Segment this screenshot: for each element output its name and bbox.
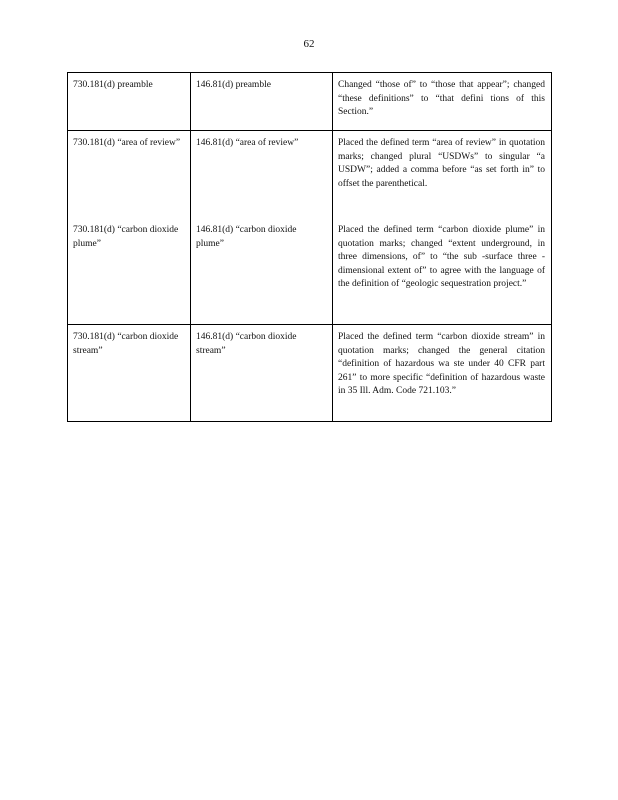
cfr-section-cell bbox=[191, 325, 333, 422]
change-cell bbox=[333, 73, 552, 131]
table-row bbox=[68, 325, 552, 422]
table-row bbox=[68, 131, 552, 325]
cfr-section-text: 146.81(d) “carbon dioxide stream” bbox=[196, 332, 297, 356]
cfr-section-text: 146.81(d) preamble bbox=[196, 80, 271, 90]
il-section-cell bbox=[68, 325, 191, 422]
cfr-section-cell bbox=[191, 131, 333, 325]
change-text: Placed the defined term “carbon dioxide plume” in quotation marks; changed “extent underground, in three dimensions, of” to “the sub -surface three -dimensional extent of” to agree with the language of the definition of “geologic sequestration project.” bbox=[338, 225, 545, 290]
amendments-table bbox=[67, 72, 552, 422]
il-section-text: 730.181(d) “area of review” bbox=[73, 138, 181, 148]
cfr-section-text: 146.81(d) “carbon dioxide plume” bbox=[196, 225, 297, 249]
change-text: Placed the defined term “carbon dioxide stream” in quotation marks; changed the general citation “definition of hazardous wa ste under 40 CFR part 261” to more specific “definition of hazardous waste in 35 Ill. Adm. Code 721.103.” bbox=[338, 332, 545, 397]
cfr-section-text: 146.81(d) “area of review” bbox=[196, 138, 299, 148]
il-section-text: 730.181(d) preamble bbox=[73, 80, 153, 90]
change-cell bbox=[333, 131, 552, 325]
cfr-section-cell bbox=[191, 73, 333, 131]
il-section-cell bbox=[68, 73, 191, 131]
il-section-cell bbox=[68, 131, 191, 325]
change-text: Changed “those of” to “those that appear”; changed “these definitions” to “that defini tions of this Section.” bbox=[338, 80, 545, 118]
il-section-text: 730.181(d) “carbon dioxide plume” bbox=[73, 225, 179, 249]
page-number: 62 bbox=[303, 38, 315, 50]
change-text: Placed the defined term “area of review” in quotation marks; changed plural “USDWs” to singular “a USDW”; added a comma before “as set forth in” to offset the parenthetical. bbox=[338, 138, 545, 189]
il-section-text: 730.181(d) “carbon dioxide stream” bbox=[73, 332, 179, 356]
table-row bbox=[68, 73, 552, 131]
change-cell bbox=[333, 325, 552, 422]
